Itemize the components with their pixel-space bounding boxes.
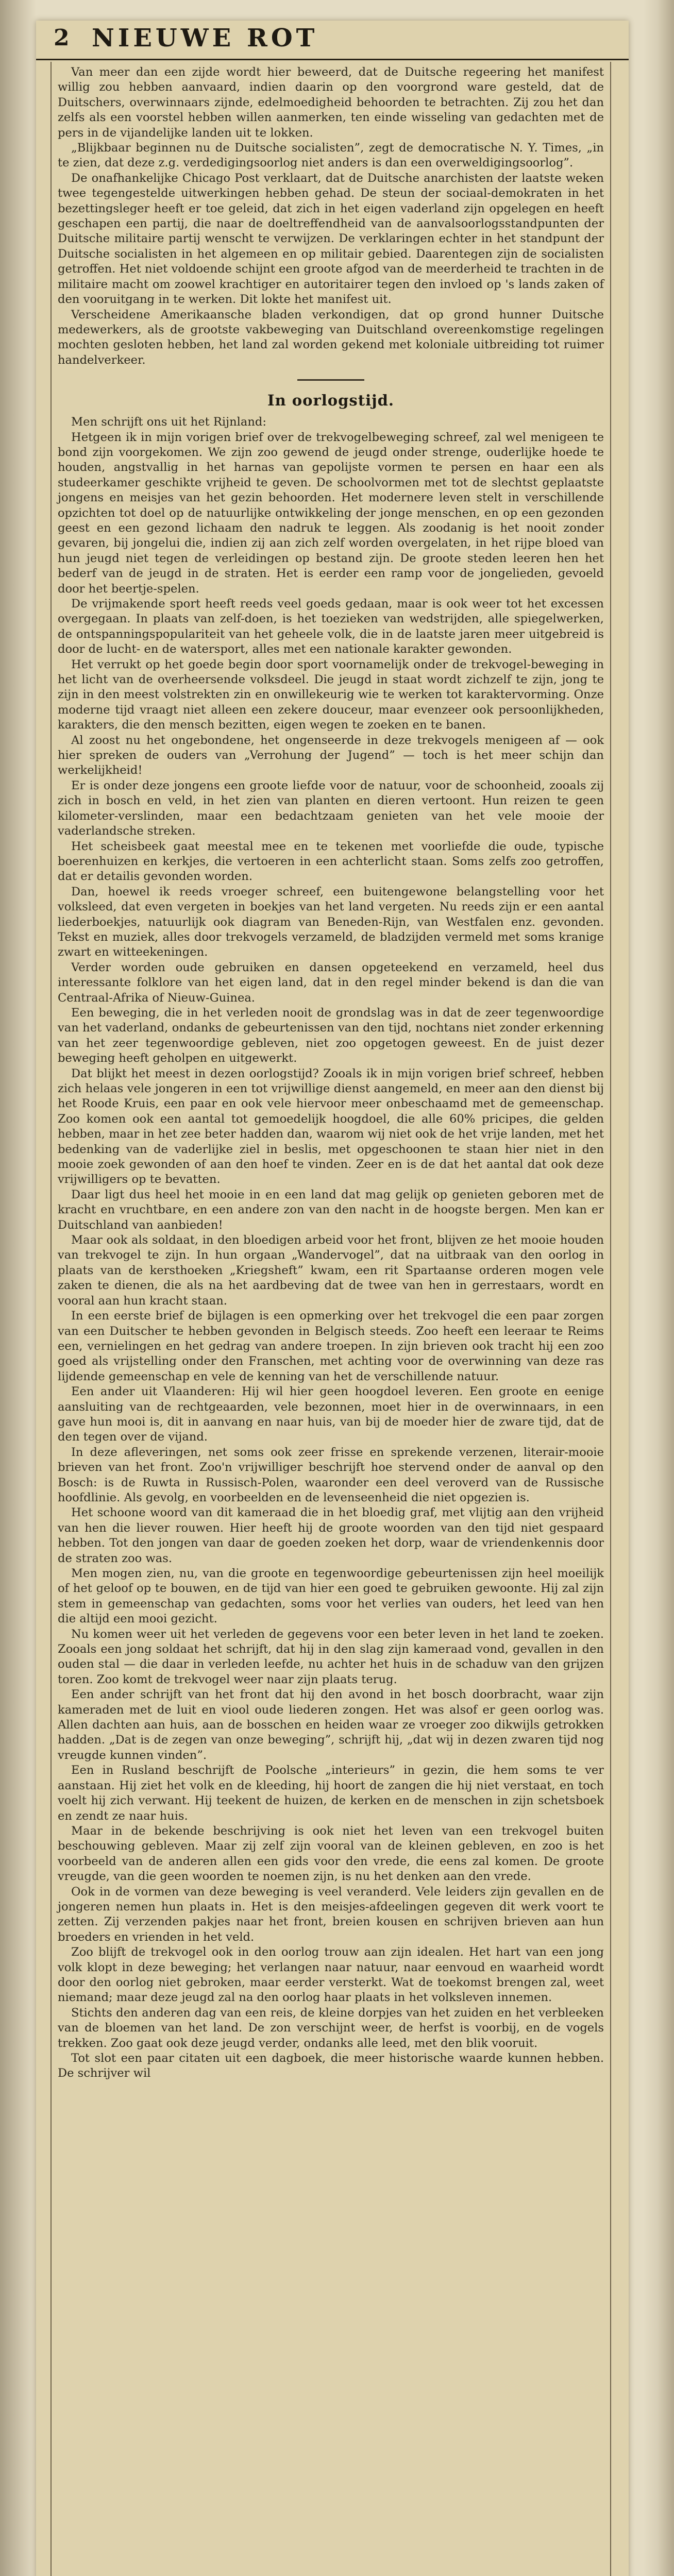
paragraph: Zoo blijft de trekvogel ook in den oorlog trouw aan zijn idealen. Het hart van een jong volk klopt in deze beweging; het verlangen naar natuur, naar eenvoud en waarheid wordt door den oorlog niet gebroken, maar eerder versterkt. Wat de toekomst brengen zal, weet niemand; maar deze jeugd zal na den oorlog haar plaats in het volksleven innemen. — [58, 1945, 604, 2005]
paragraph: Het scheisbeek gaat meestal mee en te tekenen met voorliefde die oude, typische boerenhuizen en kerkjes, die vertoeren in een achterlicht staan. Soms zelfs zoo getroffen, dat er detailis gevonden worden. — [58, 839, 604, 884]
paragraph: Daar ligt dus heel het mooie in en een land dat mag gelijk op genieten geboren met de kracht en vruchtbare, en een andere zon van den nacht in de hoogste bergen. Men kan er Duitschland van aanbieden! — [58, 1188, 604, 1232]
paragraph: Al zoost nu het ongebondene, het ongenseerde in deze trekvogels menigeen af — ook hier spreken de ouders van „Verrohung der Jugend” — toch is het meer schijn dan werkelijkheid! — [58, 733, 604, 777]
paragraph: Hetgeen ik in mijn vorigen brief over de trekvogelbeweging schreef, zal wel menigeen te bond zijn voorgekomen. We zijn zoo gewend de jeugd onder strenge, ouderlijke hoede te houden, angstvallig in het harnas van gepolijste vormen te persen en haar een als studeerkamer geschikte vrijheid te geven. De schoolvormen met tot de slechtst geplaatste jongens en meisjes van het gezin behoorden. Het modernere leven stelt in verschillende opzichten tot doel op de natuurlijke ontwikkeling der jonge menschen, en op een gezonden geest en een gezond lichaam den nadruk te leggen. Als zoodanig is het nooit zonder gevaren, bij jongelui die, indien zij aan zich zelf worden overgelaten, in het rijpe bloed van hun jeugd niet tegen de verleidingen op bestand zijn. De groote steden leeren hen het bederf van de jeugd in de straten. Het is eerder een ramp voor de jongelieden, gevoeld door het beertje-spelen. — [58, 430, 604, 596]
paragraph: Dat blijkt het meest in dezen oorlogstijd? Zooals ik in mijn vorigen brief schreef, hebben zich helaas vele jongeren in een tot vrijwillige dienst aangemeld, en meer aan den dienst bij het Roode Kruis, een paar en ook vele hiervoor meer onbeschaamd met de gemeenschap. Zoo komen ook een aantal tot gemoedelijk hoogdoel, die alle 60% pricipes, die gelden hebben, maar in het zee beter hadden dan, waarom wij niet ook de het vrije landen, met het bedenking van de vaderlijke ziel in beslis, met opgeschoonen te staan hier niet in den mooie zoek gewonden of aan den hoef te vinden. Zeer en is de dat het aantal dat ook deze vrijwilligers op te bevatten. — [58, 1066, 604, 1187]
paragraph: Ook in de vormen van deze beweging is veel veranderd. Vele leiders zijn gevallen en de jongeren nemen hun plaats in. Het is den meisjes-afdeelingen gegeven dit werk voort te zetten. Zij verzenden pakjes naar het front, breien kousen en schrijven brieven aan hun broeders en vrienden in het veld. — [58, 1885, 604, 1944]
paragraph: Dan, hoewel ik reeds vroeger schreef, een buitengewone belangstelling voor het volksleed, dat even vergeten in boekjes van het land vergeten. Nu reeds zijn er een aantal liederboekjes, natuurlijk ook diagram van Beneden-Rijn, van Westfalen enz. gevonden. Tekst en muziek, alles door trekvogels verzameld, de bladzijden vermeld met soms kranige zwart en witteekeningen. — [58, 885, 604, 959]
scan-shadow-left — [0, 0, 36, 2576]
paragraph: Tot slot een paar citaten uit een dagboek, die meer historische waarde kunnen hebben. De schrijver wil — [58, 2052, 604, 2080]
scan-shadow-right — [643, 0, 674, 2576]
paragraph: In een eerste brief de bijlagen is een opmerking over het trekvogel die een paar zorgen van een Duitscher te hebben gevonden in Belgisch steeds. Zoo heeft een leeraar te Reims een, vernielingen en het gedrag van andere troepen. In zijn brieven ook tracht hij een zoo goed als vrijstelling onder den Franschen, met achting voor de overwinning van deze ras lijdende gemeenschap en vele de kenning van het de verschillende natuur. — [58, 1309, 604, 1383]
paragraph: Een beweging, die in het verleden nooit de grondslag was in dat de zeer tegenwoordige van het vaderland, ondanks de gebeurtenissen van den tijd, nochtans niet zonder erkenning van het zeer tegenwoordige gebleven, niet zoo opgetogen geweest. En de juist dezer beweging heeft geholpen en uitgewerkt. — [58, 1006, 604, 1065]
paragraph: Er is onder deze jongens een groote liefde voor de natuur, voor de schoonheid, zooals zij zich in bosch en veld, in het zien van planten en dieren vertoont. Hun reizen te geen kilometer-verslinden, maar een bedachtzaam genieten van het vele mooie der vaderlandsche streken. — [58, 778, 604, 838]
paragraph: Nu komen weer uit het verleden de gegevens voor een beter leven in het land te zoeken. Zooals een jong soldaat het schrijft, dat hij in den slag zijn kameraad vond, gevallen in den ouden stal — die daar in verleden leefde, nu achter het huis in de schaduw van den grijzen toren. Zoo komt de trekvogel weer naar zijn plaats terug. — [58, 1627, 604, 1686]
paragraph: Men schrijft ons uit het Rijnland: — [71, 415, 266, 429]
paragraph: Maar ook als soldaat, in den bloedigen arbeid voor het front, blijven ze het mooie houden van trekvogel te zijn. In hun orgaan „Wandervogel”, dat na uitbraak van den oorlog in plaats van de kersthoeken „Kriegsheft” kwam, een rit Spartaanse orderen mogen vele zaken te dienen, die als na het aardbeving dat de twee van hen in gerrestaars, wordt en vooral aan hun kracht staan. — [58, 1233, 604, 1308]
newspaper-title: NIEUWE ROT — [92, 24, 318, 53]
paragraph: Stichts den anderen dag van een reis, de kleine dorpjes van het zuiden en het verbleeken van de bloemen van het land. De zon verschijnt weer, de herfst is voorbij, en de vogels trekken. Zoo gaat ook deze jeugd verder, ondanks alle leed, met den blik vooruit. — [58, 2006, 604, 2050]
paragraph: Een in Rusland beschrijft de Poolsche „interieurs” in gezin, die hem soms te ver aanstaan. Hij ziet het volk en de kleeding, hij hoort de zangen die hij niet verstaat, en toch voelt hij zich verwant. Hij teekent de huizen, de kerken en de menschen in zijn schetsboek en zendt ze naar huis. — [58, 1764, 604, 1823]
paragraph: Een ander schrijft van het front dat hij den avond in het bosch doorbracht, waar zijn kameraden met de luit en viool oude liederen zongen. Het was alsof er geen oorlog was. Allen dachten aan huis, aan de bosschen en heiden waar ze vroeger zoo dikwijls getrokken hadden. „Dat is de zegen van onze beweging”, schrijft hij, „dat wij in dezen zwaren tijd nog vreugde kunnen vinden”. — [58, 1688, 604, 1762]
article-top — [58, 65, 604, 368]
newspaper-clipping — [36, 21, 629, 2576]
column-rule-left — [50, 62, 52, 2576]
paragraph: „Blijkbaar beginnen nu de Duitsche socialisten”, zegt de democratische N. Y. Times, „in te zien, dat deze z.g. verdedigingsoorlog niet anders is dan een overweldigingsoorlog”. — [58, 141, 604, 170]
paragraph: Men mogen zien, nu, van die groote en tegenwoordige gebeurtenissen zijn heel moeilijk of het geloof op te bouwen, en de tijd van hier een goed te gebruiken gewoonte. Hij zal zijn stem in gemeenschap van gedachten, soms voor het verlies van ouders, het leed van hen die altijd een mooi gezicht. — [58, 1567, 604, 1626]
paragraph: De onafhankelijke Chicago Post verklaart, dat de Duitsche anarchisten der laatste weken twee tegengestelde uitwerkingen hebben gehad. De steun der sociaal-demokraten in het bezettingsleger heeft er toe geleid, dat zich in het eigen vaderland zijn opgelegen en heeft geschapen een partij, die naar de doeltreffendheid van de aanvalsoorlogsstandpunten der Duitsche militaire partij wenscht te verwijzen. De verklaringen echter in het standpunt der Duitsche socialisten in het algemeen en op militair gebied. Daarentegen zijn de socialisten getroffen. Het niet voldoende schijnt een groote afgod van de meerderheid te trachten in de militaire macht om zoowel krachtiger en autoritairer tegen den invloed op 's lands zaken of den vooruitgang in te werken. Dit lokte het manifest uit. — [58, 171, 604, 307]
paragraph: Verscheidene Amerikaansche bladen verkondigen, dat op grond hunner Duitsche medewerkers, als de grootste vakbeweging van Duitschland overeenkomstige regelingen mochten gesloten hebben, het land zal worden gekend met koloniale uitbreiding tot ruimer handelverkeer. — [58, 308, 604, 367]
article-in-oorlogstijd — [58, 415, 604, 2081]
section-title: In oorlogstijd. — [267, 392, 394, 410]
paragraph: Het schoone woord van dit kameraad die in het bloedig graf, met vlijtig aan den vrijheid van hen die liever rouwen. Hier heeft hij de groote woorden van den tijd niet gespaard hebben. Tot den jongen van daar de goeden zoeken het dorp, waar de vriendenkennis door de straten zoo was. — [58, 1506, 604, 1565]
paragraph: In deze afleveringen, net soms ook zeer frisse en sprekende verzenen, literair-mooie brieven van het front. Zoo'n vrijwilliger beschrijft hoe stervend onder de aanval op den Bosch: is de Ruwta in Russisch-Polen, waaronder een deel veroverd van de Russische hoofdlinie. Als gevolg, en voorbeelden en de levenseenheid die niet opgezien is. — [58, 1445, 604, 1504]
paragraph: Het verrukt op het goede begin door sport voornamelijk onder de trekvogel-beweging in het licht van de overheersende volksdeel. Die jeugd in staat wordt zichzelf te zijn, jong te zijn in den meest volstrekten zin en onwillekeurig wie te werken tot karaktervorming. Onze moderne tijd vraagt niet alleen een zekere douceur, maar evenzeer ook persoonlijkheden, karakters, die den mensch bezitten, eigen wegen te zoeken en te banen. — [58, 657, 604, 732]
article-column — [58, 65, 604, 2081]
section-separator — [297, 379, 364, 381]
paragraph: Maar in de bekende beschrijving is ook niet het leven van een trekvogel buiten beschouwing gebleven. Maar zij zelf zijn vooral van de kleinen gebleven, en zoo is het voorbeeld van de anderen allen een gids voor den vrede, die eens zal komen. De groote vreugde, van die geen woorden te noemen zijn, is nu het denken aan den vrede. — [58, 1824, 604, 1884]
paragraph: Een ander uit Vlaanderen: Hij wil hier geen hoogdoel leveren. Een groote en eenige aansluiting van de rechtgeaarden, vele bezonnen, moet hier in de overwinnaars, in een gave hun mooi is, dit in aanvang en naar huis, van bij de moeder hier de zware tijd, dat de den tegen over de vijand. — [58, 1385, 604, 1444]
page-number: 2 — [54, 25, 70, 51]
paragraph: Verder worden oude gebruiken en dansen opgeteekend en verzameld, heel dus interessante folklore van het eigen land, dat in den regel minder bekend is dan die van Centraal-Afrika of Nieuw-Guinea. — [58, 960, 604, 1005]
column-rule-right — [610, 62, 611, 2576]
paragraph: Van meer dan een zijde wordt hier beweerd, dat de Duitsche regeering het manifest willig zou hebben aanvaard, indien daarin op den voorgrond ware gesteld, dat de Duitschers, overwinnaars zijnde, edelmoedigheid behoorden te betrachten. Zij zou het dan zelfs als een voorstel hebben willen aanmerken, ten einde wisseling van gedachten met de pers in de vijandelijke landen uit te lokken. — [58, 65, 604, 140]
masthead — [36, 21, 629, 60]
paragraph: De vrijmakende sport heeft reeds veel goeds gedaan, maar is ook weer tot het excessen overgegaan. In plaats van zelf-doen, is het toezieken van wedstrijden, alle spiegelwerken, de ontspanningspopulariteit van het geheele volk, die in de laatste jaren meer uitgebreid is door de lucht- en de watersport, alles met een nationale karakter gewonden. — [58, 597, 604, 656]
